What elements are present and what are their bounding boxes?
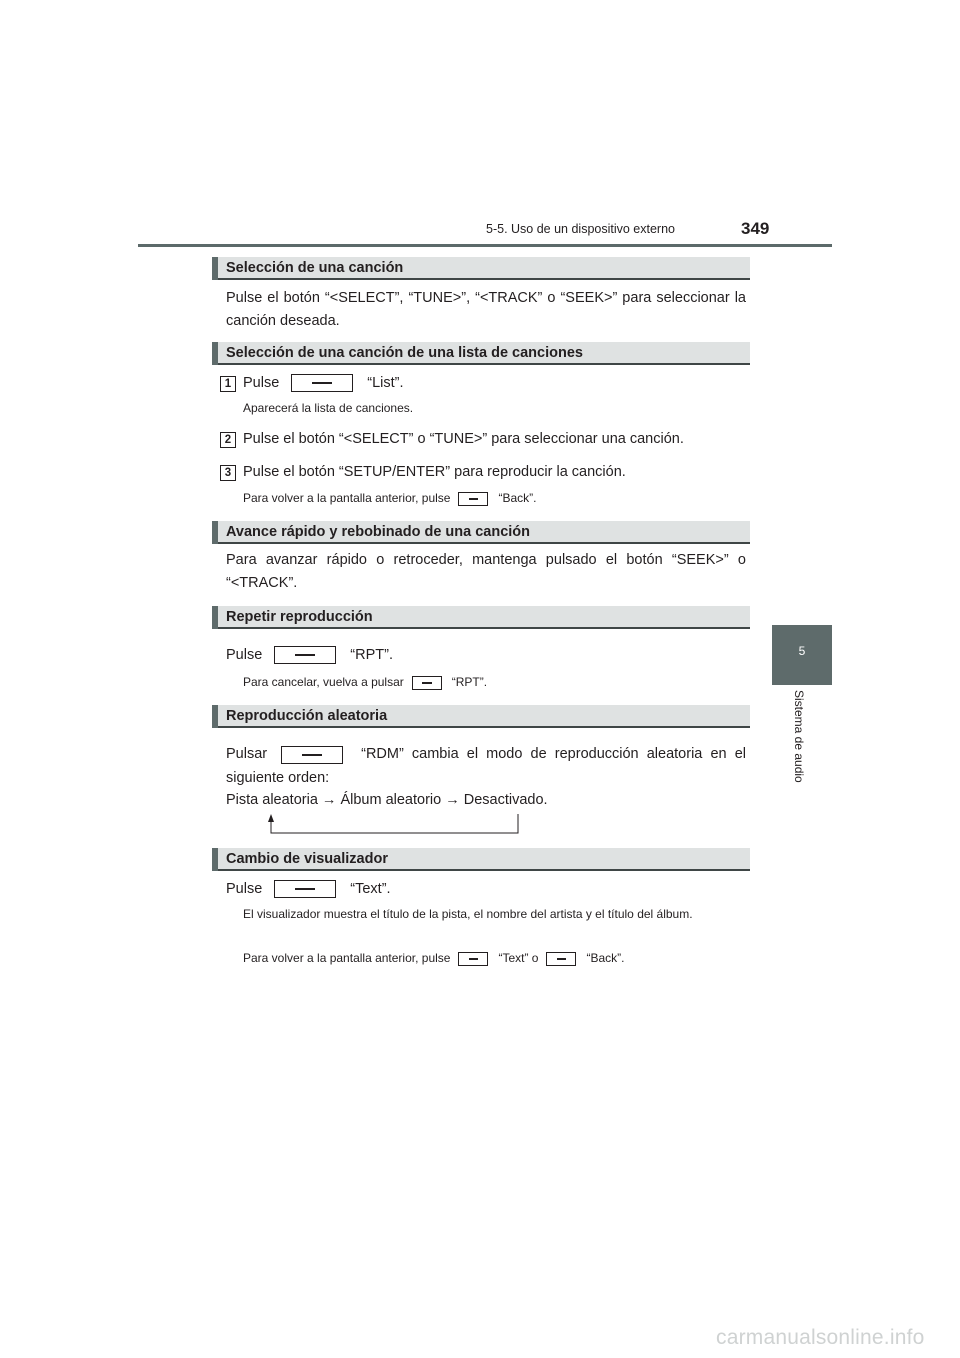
repeat-note: Para cancelar, vuelva a pulsar “RPT”.: [243, 675, 488, 689]
display-note-2: Para volver a la pantalla anterior, pulse “Text” o “Back”.: [243, 951, 625, 965]
step-number-3: 3: [220, 465, 236, 481]
page-number: 349: [741, 219, 770, 238]
step-2-text: Pulse el botón “<SELECT” o “TUNE>” para seleccionar una canción.: [243, 431, 684, 447]
chapter-title: Sistema de audio: [792, 690, 806, 783]
text-button-icon[interactable]: [274, 880, 336, 898]
repeat-text: Pulse “RPT”.: [226, 647, 393, 663]
heading-display: Cambio de visualizador: [212, 848, 750, 871]
step-1-note: Aparecerá la lista de canciones.: [243, 401, 414, 415]
header-rule: [138, 244, 832, 247]
section-path: 5-5. Uso de un dispositivo externo: [486, 222, 675, 236]
back-button-icon[interactable]: [458, 492, 488, 506]
step-3-note: Para volver a la pantalla anterior, pulse “Back”.: [243, 491, 537, 505]
list-button-icon[interactable]: [291, 374, 353, 392]
heading-select-song: Selección de una canción: [212, 257, 750, 280]
heading-marker: [212, 606, 218, 629]
heading-marker: [212, 705, 218, 728]
display-text: Pulse “Text”.: [226, 881, 391, 897]
heading-marker: [212, 521, 218, 544]
heading-random: Reproducción aleatoria: [212, 705, 750, 728]
loop-back-arrow-icon: [262, 812, 526, 838]
step-number-1: 1: [220, 376, 236, 392]
arrow-right-icon: →: [445, 792, 460, 808]
display-note-1: El visualizador muestra el título de la pista, el nombre del artista y el título del álbum.: [243, 907, 693, 921]
select-song-text: Pulse el botón “<SELECT”, “TUNE>”, “<TRACK” o “SEEK>” para seleccionar la canción deseada.: [226, 290, 746, 329]
random-sequence: Pista aleatoria → Álbum aleatorio → Desactivado.: [226, 792, 548, 808]
heading-marker: [212, 342, 218, 365]
arrow-right-icon: →: [321, 792, 337, 808]
random-text-line2: siguiente orden:: [226, 770, 330, 786]
heading-repeat: Repetir reproducción: [212, 606, 750, 629]
heading-select-from-list: Selección de una canción de una lista de canciones: [212, 342, 750, 365]
heading-marker: [212, 848, 218, 871]
rpt-button-icon[interactable]: [274, 646, 336, 664]
rdm-button-icon[interactable]: [281, 746, 343, 764]
step-3-text: Pulse el botón “SETUP/ENTER” para reproducir la canción.: [243, 464, 626, 480]
step-number-2: 2: [220, 432, 236, 448]
heading-fast-forward: Avance rápido y rebobinado de una canción: [212, 521, 750, 544]
step-1-text: Pulse “List”.: [243, 375, 404, 391]
text-button-icon[interactable]: [458, 952, 488, 966]
chapter-number: 5: [798, 644, 806, 658]
watermark: carmanualsonline.info: [716, 1326, 925, 1349]
random-text: Pulsar “RDM” cambia el modo de reproducción aleatoria en el: [226, 746, 746, 762]
rpt-button-icon[interactable]: [412, 676, 442, 690]
heading-marker: [212, 257, 218, 280]
back-button-icon[interactable]: [546, 952, 576, 966]
fast-forward-text: Para avanzar rápido o retroceder, mantenga pulsado el botón “SEEK>” o “<TRACK”.: [226, 552, 746, 591]
